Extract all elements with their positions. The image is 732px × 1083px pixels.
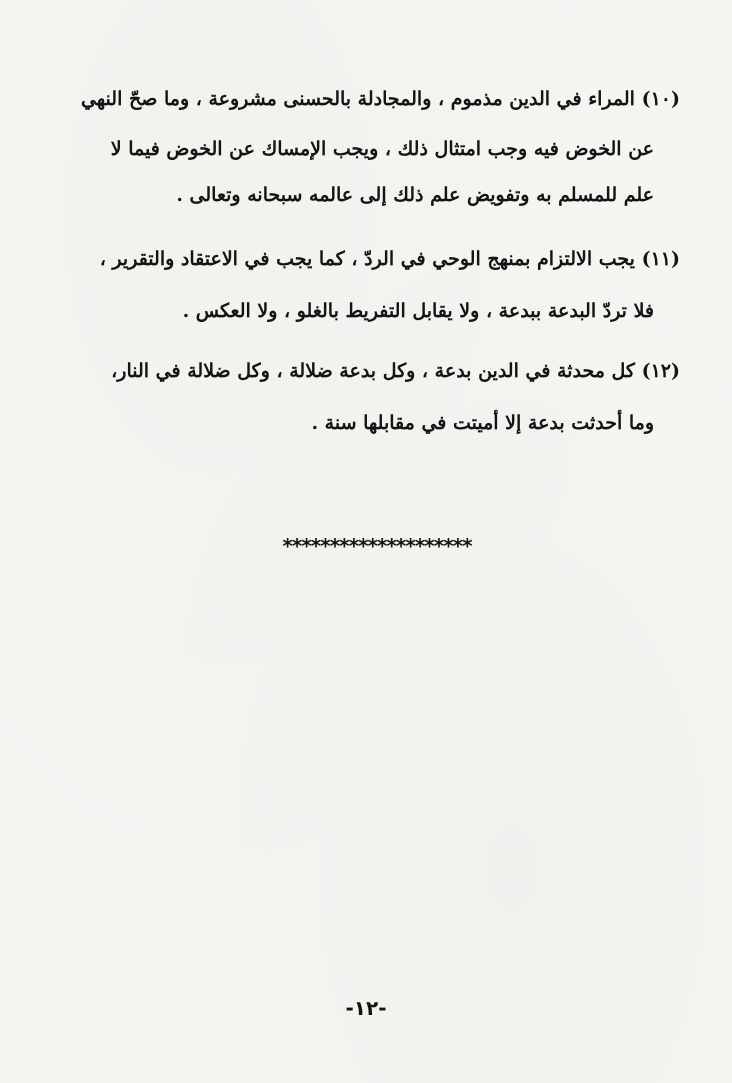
- page-number: -١٢-: [345, 996, 387, 1020]
- item-11-line-1: (١١) يجب الالتزام بمنهج الوحي في الردّ ، كما يجب في الاعتقاد والتقرير ،: [99, 248, 680, 270]
- item-10-line-1: (١٠) المراء في الدين مذموم ، والمجادلة بالحسنى مشروعة ، وما صحّ النهي: [80, 88, 680, 110]
- item-12-line-2: وما أحدثت بدعة إلا أميتت في مقابلها سنة .: [311, 412, 654, 434]
- section-separator: ********************: [282, 534, 472, 558]
- item-10-line-2: عن الخوض فيه وجب امتثال ذلك ، ويجب الإمساك عن الخوض فيما لا: [110, 138, 654, 160]
- item-10-line-3: علم للمسلم به وتفويض علم ذلك إلى عالمه سبحانه وتعالى .: [176, 184, 654, 206]
- item-12-line-1: (١٢) كل محدثة في الدين بدعة ، وكل بدعة ضلالة ، وكل ضلالة في النار،: [111, 360, 680, 382]
- item-11-line-2: فلا تردّ البدعة ببدعة ، ولا يقابل التفريط بالغلو ، ولا العكس .: [182, 300, 654, 322]
